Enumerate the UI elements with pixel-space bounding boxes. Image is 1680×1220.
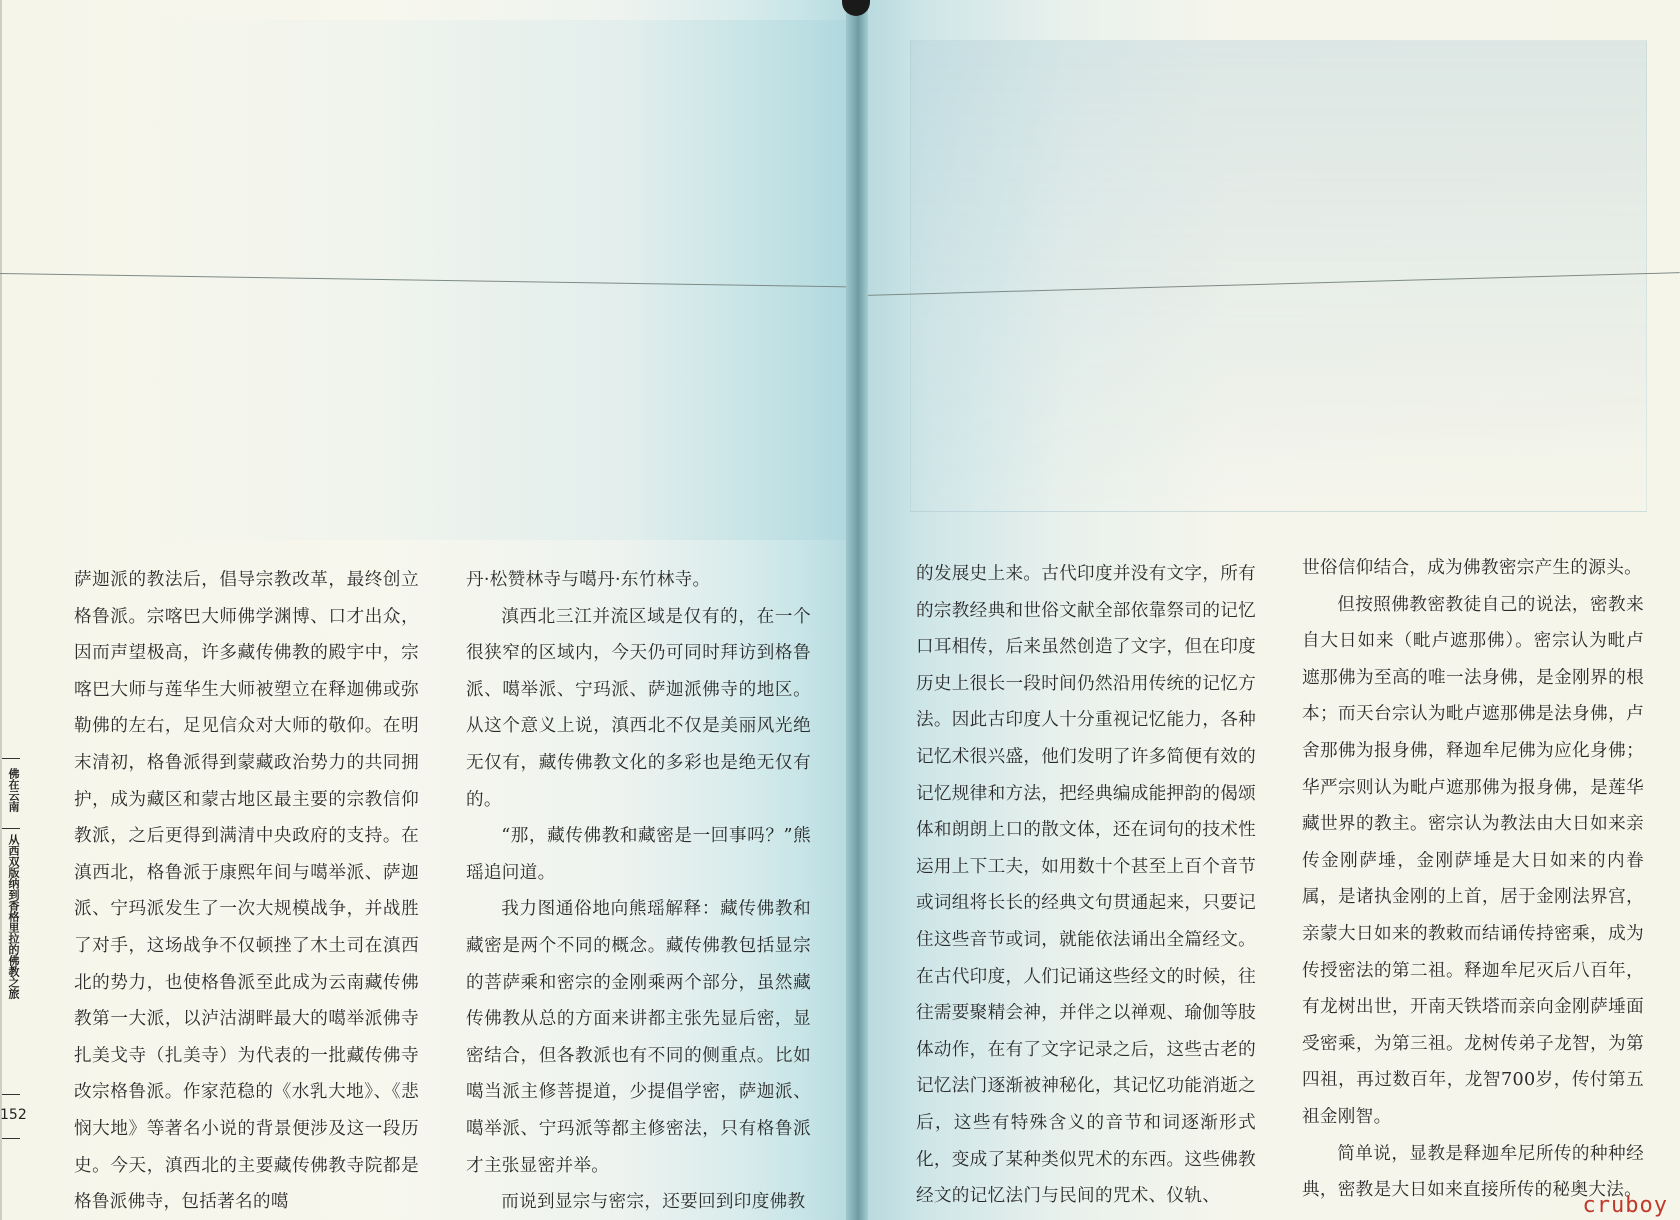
paragraph: “那，藏传佛教和藏密是一回事吗？”熊瑶追问道。 <box>466 826 811 883</box>
text-column-3 <box>916 556 1256 1215</box>
paragraph: 世俗信仰结合，成为佛教密宗产生的源头。 <box>1302 558 1642 578</box>
paragraph: 而说到显宗与密宗，还要回到印度佛教 <box>501 1192 806 1213</box>
watermark: cruboy <box>1582 1193 1668 1218</box>
paragraph: 萨迦派的教法后，倡导宗教改革，最终创立格鲁派。宗喀巴大师佛学渊博、口才出众，因而声望极高，许多藏传佛教的殿宇中，宗喀巴大师与莲华生大师被塑立在释迦佛或弥勒佛的左右，足见信众对大师的敬仰。在明末清初，格鲁派得到蒙藏政治势力的共同拥护，成为藏区和蒙古地区最主要的宗教信仰教派，之后更得到满清中央政府的支持。在滇西北，格鲁派于康熙年间与噶举派、萨迦派、宁玛派发生了一次大规模战争，并战胜了对手，这场战争不仅顿挫了木土司在滇西北的势力，也使格鲁派至此成为云南藏传佛教第一大派，以泸沽湖畔最大的噶举派佛寺扎美戈寺（扎美寺）为代表的一批藏传佛寺改宗格鲁派。作家范稳的《水乳大地》、《悲悯大地》等著名小说的背景便涉及这一段历史。今天，滇西北的主要藏传佛教寺院都是格鲁派佛寺，包括著名的噶 <box>74 570 419 1213</box>
page-number: 152 <box>0 1107 27 1123</box>
sidebar-book-subtitle: 从西双版纳到香格里拉的佛教之旅 <box>7 834 20 999</box>
paragraph: 丹·松赞林寺与噶丹·东竹林寺。 <box>466 570 711 590</box>
sidebar-rule <box>2 1138 20 1139</box>
sidebar-rule <box>2 828 20 829</box>
book-gutter <box>846 0 868 1220</box>
sidebar-rule <box>2 1094 20 1095</box>
page-edge <box>0 0 2 1220</box>
text-column-1 <box>74 562 419 1220</box>
paragraph: 我力图通俗地向熊瑶解释：藏传佛教和藏密是两个不同的概念。藏传佛教包括显宗的菩萨乘和密宗的金刚乘两个部分，虽然藏传佛教从总的方面来讲都主张先显后密，显密结合，但各教派也有不同的侧重点。比如噶当派主修菩提道，少提倡学密，萨迦派、噶举派、宁玛派等都主修密法，只有格鲁派才主张显密并举。 <box>466 899 811 1176</box>
right-page <box>862 0 1680 1220</box>
text-column-2 <box>466 562 811 1220</box>
paragraph: 简单说，显教是释迦牟尼所传的种种经典，密教是大日如来直接所传的秘奥大法。 <box>1302 1143 1644 1201</box>
sidebar-rule <box>2 758 20 759</box>
paragraph: 但按照佛教密教徒自己的说法，密教来自大日如来（毗卢遮那佛）。密宗认为毗卢遮那佛为至高的唯一法身佛，是金刚界的根本；而天台宗认为毗卢遮那佛是法身佛，卢舍那佛为报身佛，释迦牟尼佛为应化身佛；华严宗则认为毗卢遮那佛为报身佛，是莲华藏世界的教主。密宗认为教法由大日如来亲传金刚萨埵，金刚萨埵是大日如来的内眷属，是诸执金刚的上首，居于金刚法界宫，亲蒙大日如来的教敕而结诵传持密乘，成为传授密法的第二祖。释迦牟尼灭后八百年，有龙树出世，开南天铁塔而亲向金刚萨埵面受密乘，为第三祖。龙树传弟子龙智，为第四祖，再过数百年，龙智700岁，传付第五祖金刚智。 <box>1302 594 1644 1127</box>
paragraph: 的发展史上来。古代印度并没有文字，所有的宗教经典和世俗文献全部依靠祭司的记忆口耳相传，后来虽然创造了文字，但在印度历史上很长一段时间仍然沿用传统的记忆方法。因此古印度人十分重视记忆能力，各种记忆术很兴盛，他们发明了许多简便有效的记忆规律和方法，把经典编成能押韵的偈颂体和朗朗上口的散文体，还在词句的技术性运用上下工夫，如用数十个甚至上百个音节或词组将长长的经典文句贯通起来，只要记住这些音节或词，就能依法诵出全篇经文。在古代印度，人们记诵这些经文的时候，往往需要聚精会神，并伴之以禅观、瑜伽等肢体动作，在有了文字记录之后，这些古老的记忆法门逐渐被神秘化，其记忆功能消逝之后，这些有特殊含义的音节和词逐渐形式化，变成了某种类似咒术的东西。这些佛教经文的记忆法门与民间的咒术、仪轨、 <box>916 564 1256 1207</box>
paragraph: 滇西北三江并流区域是仅有的，在一个很狭窄的区域内，今天仍可同时拜访到格鲁派、噶举派、宁玛派、萨迦派佛寺的地区。从这个意义上说，滇西北不仅是美丽风光绝无仅有，藏传佛教文化的多彩也是绝无仅有的。 <box>466 606 811 810</box>
text-column-4 <box>1302 550 1644 1209</box>
sidebar-book-title: 佛在云南 <box>7 768 20 812</box>
